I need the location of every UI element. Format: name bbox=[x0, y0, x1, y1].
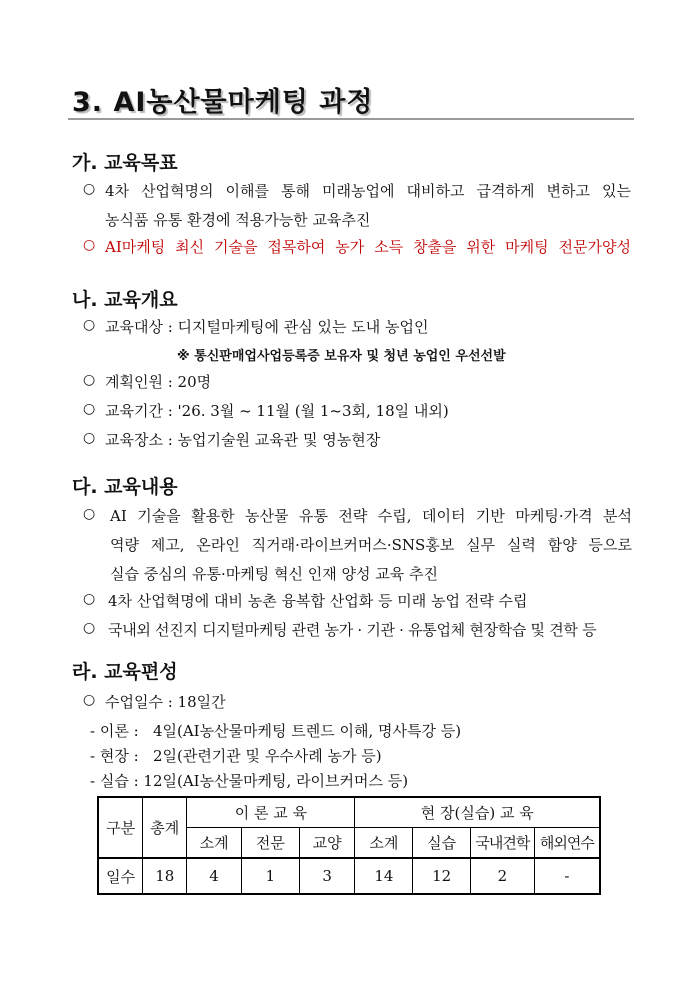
bullet-icon: ○ bbox=[83, 692, 96, 708]
section-heading-goals: 가. 교육목표 bbox=[72, 152, 178, 174]
table-header-theory: 이 론 교 육 bbox=[187, 797, 355, 828]
bullet-icon: ○ bbox=[83, 317, 96, 333]
table-cell: - bbox=[534, 858, 600, 894]
bullet-icon: ○ bbox=[83, 591, 96, 607]
table-cell: 1 bbox=[241, 858, 299, 894]
bullet-icon: ○ bbox=[83, 181, 96, 197]
table-subheader: 전문 bbox=[241, 828, 299, 859]
bullet-icon: ○ bbox=[83, 401, 96, 417]
composition-practice: - 실습 : 12일(AI농산물마케팅, 라이브커머스 등) bbox=[90, 772, 409, 790]
table-row bbox=[98, 858, 600, 894]
bullet-icon: ○ bbox=[83, 430, 96, 446]
table-header-category: 구분 bbox=[98, 797, 143, 858]
table-header-total: 총계 bbox=[143, 797, 187, 858]
overview-note: ※ 통신판매업사업등록증 보유자 및 청년 농업인 우선선발 bbox=[177, 349, 506, 364]
overview-period: 교육기간 : '26. 3월 ~ 11월 (월 1~3회, 18일 내외) bbox=[105, 402, 449, 420]
table-cell: 4 bbox=[187, 858, 242, 894]
table-subheader: 국내견학 bbox=[471, 828, 535, 859]
composition-theory: - 이론 : 4일(AI농산물마케팅 트렌드 이해, 명사특강 등) bbox=[90, 722, 462, 740]
bullet-icon: ○ bbox=[83, 237, 96, 253]
content-1-line-1: AI 기술을 활용한 농산물 유통 전략 수립, 데이터 기반 마케팅·가격 분석 bbox=[110, 507, 632, 525]
overview-place: 교육장소 : 농업기술원 교육관 및 영농현장 bbox=[105, 431, 381, 449]
table-subheader: 해외연수 bbox=[534, 828, 600, 859]
table-subheader: 교양 bbox=[299, 828, 355, 859]
table-subheader: 실습 bbox=[413, 828, 471, 859]
section-heading-overview: 나. 교육개요 bbox=[72, 289, 178, 311]
bullet-icon: ○ bbox=[83, 620, 96, 636]
goal-1-line-1: 4차 산업혁명의 이해를 통해 미래농업에 대비하고 급격하게 변하고 있는 bbox=[105, 182, 631, 200]
bullet-icon: ○ bbox=[83, 372, 96, 388]
table-subheader: 소계 bbox=[355, 828, 413, 859]
section-heading-content: 다. 교육내용 bbox=[72, 476, 178, 498]
table-cell: 2 bbox=[471, 858, 535, 894]
composition-days: 수업일수 : 18일간 bbox=[105, 693, 226, 711]
content-3: 국내외 선진지 디지털마케팅 관련 농가 · 기관 · 유통업체 현장학습 및 견학 등 bbox=[108, 621, 597, 639]
bullet-icon: ○ bbox=[83, 506, 96, 522]
page-title: 3. AI농산물마케팅 과정 bbox=[72, 87, 374, 118]
table-cell: 3 bbox=[299, 858, 355, 894]
content-2: 4차 산업혁명에 대비 농촌 융복합 산업화 등 미래 농업 전략 수립 bbox=[108, 592, 528, 610]
table-cell: 18 bbox=[143, 858, 187, 894]
content-1-line-2: 역량 제고, 온라인 직거래·라이브커머스·SNS홍보 실무 실력 함양 등으로 bbox=[110, 536, 632, 554]
title-divider bbox=[68, 118, 634, 120]
schedule-table bbox=[97, 796, 601, 895]
composition-field: - 현장 : 2일(관련기관 및 우수사례 농가 등) bbox=[90, 747, 382, 765]
overview-personnel: 계획인원 : 20명 bbox=[105, 373, 212, 391]
table-subheader: 소계 bbox=[187, 828, 242, 859]
goal-2: AI마케팅 최신 기술을 접목하여 농가 소득 창출을 위한 마케팅 전문가양성 bbox=[105, 238, 631, 256]
table-cell: 14 bbox=[355, 858, 413, 894]
table-row-label: 일수 bbox=[98, 858, 143, 894]
section-heading-composition: 라. 교육편성 bbox=[72, 661, 178, 683]
goal-1-line-2: 농식품 유통 환경에 적용가능한 교육추진 bbox=[105, 211, 371, 229]
table-header-field: 현 장(실습) 교 육 bbox=[355, 797, 600, 828]
overview-target: 교육대상 : 디지털마케팅에 관심 있는 도내 농업인 bbox=[105, 318, 429, 336]
table-cell: 12 bbox=[413, 858, 471, 894]
content-1-line-3: 실습 중심의 유통·마케팅 혁신 인재 양성 교육 추진 bbox=[110, 565, 438, 583]
